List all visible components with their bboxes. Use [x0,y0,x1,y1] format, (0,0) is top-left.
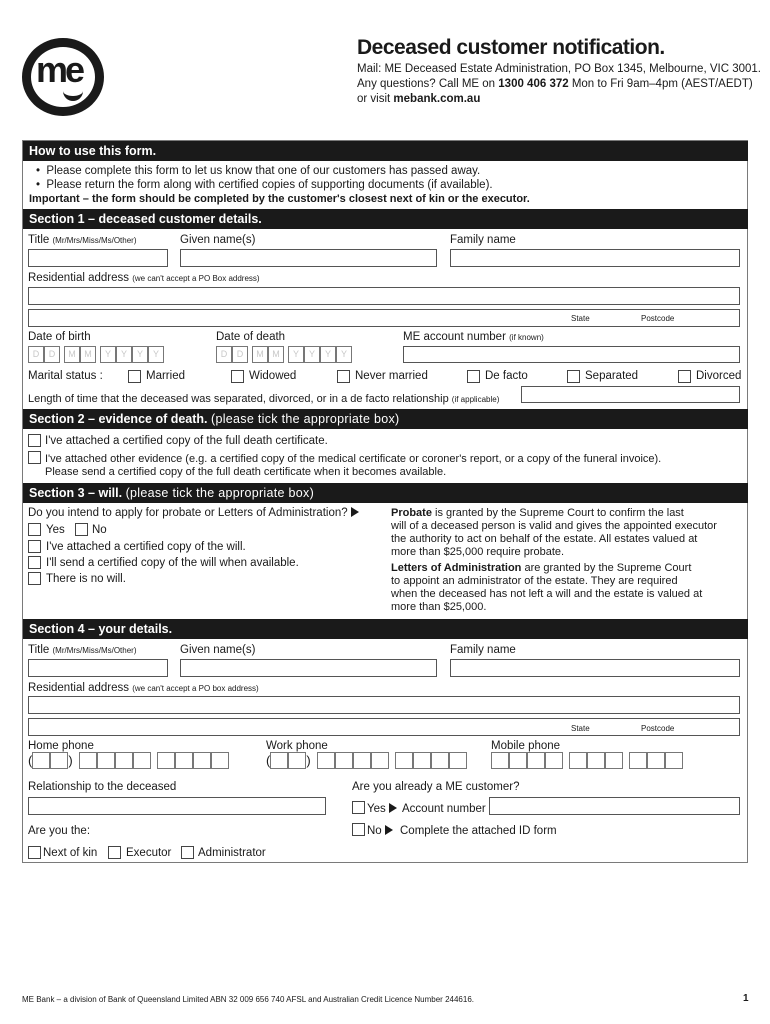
questions-suffix: Mon to Fri 9am–4pm (AEST/AEDT) [568,78,753,90]
s4-given-input[interactable] [180,659,437,677]
s1-title-label [28,234,137,246]
important-note: Important – the form should be completed by the customer's closest next of kin or the executor. [29,193,530,205]
s4-state-label: State [571,724,590,733]
widowed-checkbox[interactable] [231,370,244,383]
me-logo [22,38,104,116]
s4-address-label [28,682,259,694]
executor-checkbox[interactable] [108,846,121,859]
de-facto-checkbox[interactable] [467,370,480,383]
section2-subtitle: (please tick the appropriate box) [211,412,400,426]
s1-title-input[interactable] [28,249,168,267]
phone-cell[interactable] [32,752,50,769]
s1-address-text: Residential address [28,272,130,284]
phone-cell[interactable] [193,752,211,769]
phone-number: 1300 406 372 [498,78,569,90]
next-of-kin-checkbox[interactable] [28,846,41,859]
phone-cell[interactable] [157,752,175,769]
s4-title-hint: (Mr/Mrs/Miss/Ms/Other) [52,646,137,655]
relationship-label: Relationship to the deceased [28,781,177,793]
questions-line [357,77,753,92]
phone-cell[interactable] [97,752,115,769]
no-will-label: There is no will. [46,573,126,585]
s4-address-input-1[interactable] [28,696,740,714]
s4-title-text: Title [28,644,50,656]
s1-length-text: Length of time that the deceased was separated, divorced, or in a de facto relationship [28,393,449,405]
phone-cell[interactable] [569,752,587,769]
s3-question-text: Do you intend to apply for probate or Letters of Administration? [28,507,348,519]
s1-state-label: State [571,314,590,323]
dob-cell[interactable]: M [64,346,80,363]
bullet-text-1: Please complete this form to let us know that one of our customers has passed away. [46,165,481,177]
next-of-kin-label: Next of kin [43,847,98,859]
section2-title: Section 2 – evidence of death. [29,412,208,426]
s4-title-label [28,644,137,656]
visit-prefix: or visit [357,93,394,105]
id-form-label: Complete the attached ID form [400,825,557,837]
probate-info-2: will of a deceased person is valid and gives the appointed executor [391,520,717,532]
s1-length-label [28,393,499,405]
mobile-phone-label: Mobile phone [491,740,561,752]
customer-yes-label [367,803,397,815]
phone-cell[interactable] [175,752,193,769]
s1-account-label [403,331,544,343]
dob-cell[interactable]: D [44,346,60,363]
probate-text-1: is granted by the Supreme Court to confirm the last [431,507,684,519]
probate-info-1 [391,507,684,519]
s1-family-input[interactable] [450,249,740,267]
dod-cell[interactable]: M [268,346,284,363]
s1-dob-label: Date of birth [28,331,91,343]
phone-cell[interactable] [587,752,605,769]
phone-cell[interactable] [288,752,306,769]
paren-close-icon: ) [306,753,311,768]
customer-no-text: No [367,825,382,837]
phone-cell[interactable] [211,752,229,769]
s1-address-hint: (we can't accept a PO Box address) [132,274,260,283]
logo-text: me [36,49,83,90]
phone-cell[interactable] [545,752,563,769]
probate-term: Probate [391,507,432,519]
loa-text-1: are granted by the Supreme Court [521,562,692,574]
paren-open-icon: ( [28,753,33,768]
loa-info-1 [391,562,691,574]
work-phone-input[interactable] [266,752,467,769]
will-attached-checkbox[interactable] [28,540,41,553]
phone-cell[interactable] [79,752,97,769]
phone-cell[interactable] [50,752,68,769]
s3-question [28,507,359,519]
married-label: Married [146,370,185,382]
s1-dod-input[interactable] [216,346,352,363]
customer-question: Are you already a ME customer? [352,781,520,793]
dod-cell[interactable]: D [216,346,232,363]
s4-postcode-label: Postcode [641,724,675,733]
s4-title-input[interactable] [28,659,168,677]
visit-line [357,92,480,107]
s1-dob-input[interactable] [28,346,164,363]
section1-title: Section 1 – deceased customer details. [29,212,262,226]
phone-cell[interactable] [133,752,151,769]
administrator-checkbox[interactable] [181,846,194,859]
bullet-text-2: Please return the form along with certified copies of supporting documents (if available). [46,179,493,191]
phone-cell[interactable] [665,752,683,769]
section3-title: Section 3 – will. [29,486,123,500]
website-link[interactable]: mebank.com.au [393,93,481,105]
s1-family-label: Family name [450,234,516,246]
death-cert-checkbox[interactable] [28,434,41,447]
married-checkbox[interactable] [128,370,141,383]
administrator-label: Administrator [198,847,266,859]
phone-cell[interactable] [509,752,527,769]
loa-info-4: more than $25,000. [391,601,487,613]
probate-no-checkbox[interactable] [75,523,88,536]
s4-address-input-2[interactable] [28,718,740,736]
probate-info-4: more than $25,000 require probate. [391,546,565,558]
work-phone-label: Work phone [266,740,328,752]
footer-text: ME Bank – a division of Bank of Queensland Limited ABN 32 009 656 740 AFSL and Australian Credit Licence Number 244616. [22,995,474,1004]
relationship-input[interactable] [28,797,326,815]
account-number-input[interactable] [489,797,740,815]
s1-given-label: Given name(s) [180,234,256,246]
home-phone-input[interactable] [28,752,229,769]
s1-account-hint: (if known) [509,333,544,342]
phone-cell[interactable] [431,752,449,769]
probate-yes-label: Yes [46,524,65,536]
dod-cell[interactable]: Y [320,346,336,363]
phone-cell[interactable] [527,752,545,769]
account-number-label: Account number [402,803,486,815]
s1-postcode-label: Postcode [641,314,675,323]
page-number: 1 [743,993,749,1004]
phone-cell[interactable] [270,752,288,769]
s1-address-label [28,272,260,284]
dob-cell[interactable]: Y [100,346,116,363]
arrow-icon [385,825,393,835]
dob-cell[interactable]: M [80,346,96,363]
probate-no-label: No [92,524,107,536]
s1-address-input-2[interactable] [28,309,740,327]
phone-cell[interactable] [413,752,431,769]
phone-cell[interactable] [335,752,353,769]
phone-cell[interactable] [647,752,665,769]
dod-cell[interactable]: Y [304,346,320,363]
divorced-label: Divorced [696,370,742,382]
probate-info-3: the authority to act on behalf of the estate. All estates valued at [391,533,698,545]
how-to-bullet-2: • Please return the form along with certified copies of supporting documents (if available). [36,179,493,191]
s1-given-input[interactable] [180,249,437,267]
other-evidence-label: I've attached other evidence (e.g. a certified copy of the medical certificate or coroner's report, or a copy of the funeral invoice). [45,453,662,465]
page-title: Deceased customer notification. [357,36,665,59]
dob-cell[interactable]: Y [116,346,132,363]
paren-close-icon: ) [68,753,73,768]
how-to-title: How to use this form. [29,144,157,158]
section4-title: Section 4 – your details. [29,622,173,636]
s4-given-label: Given name(s) [180,644,256,656]
customer-no-label [367,825,393,837]
will-later-label: I'll send a certified copy of the will when available. [46,557,299,569]
section3-subtitle: (please tick the appropriate box) [125,486,315,500]
other-evidence-note: Please send a certified copy of the full death certificate when it becomes available. [45,466,447,478]
mobile-phone-input[interactable] [491,752,683,769]
s4-family-input[interactable] [450,659,740,677]
section1-header [23,209,748,229]
phone-cell[interactable] [605,752,623,769]
arrow-icon [351,507,359,517]
death-cert-label: I've attached a certified copy of the full death certificate. [45,435,328,447]
s1-account-input[interactable] [403,346,740,363]
de-facto-label: De facto [485,370,528,382]
never-married-checkbox[interactable] [337,370,350,383]
dob-cell[interactable]: Y [132,346,148,363]
s4-address-hint: (we can't accept a PO box address) [132,684,259,693]
phone-cell[interactable] [371,752,389,769]
phone-cell[interactable] [491,752,509,769]
s1-dod-label: Date of death [216,331,286,343]
loa-info-3: when the deceased has not left a will and the estate is valued at [391,588,703,600]
never-married-label: Never married [355,370,428,382]
dod-cell[interactable]: Y [336,346,352,363]
dod-cell[interactable]: M [252,346,268,363]
dob-cell[interactable]: D [28,346,44,363]
customer-yes-checkbox[interactable] [352,801,365,814]
paren-open-icon: ( [266,753,271,768]
customer-no-checkbox[interactable] [352,823,365,836]
s4-address-text: Residential address [28,682,130,694]
s1-title-hint: (Mr/Mrs/Miss/Ms/Other) [52,236,137,245]
phone-cell[interactable] [353,752,371,769]
customer-yes-text: Yes [367,803,386,815]
s1-marital-label: Marital status : [28,370,103,382]
loa-info-2: to appoint an administrator of the estate. They are required [391,575,678,587]
home-phone-label: Home phone [28,740,94,752]
phone-cell[interactable] [395,752,413,769]
how-to-bullet-1: • Please complete this form to let us know that one of our customers has passed away. [36,165,481,177]
phone-cell[interactable] [317,752,335,769]
section2-header [23,409,748,429]
logo-smile [63,91,83,101]
questions-prefix: Any questions? Call ME on [357,78,499,90]
will-attached-label: I've attached a certified copy of the will. [46,541,246,553]
will-later-checkbox[interactable] [28,556,41,569]
phone-cell[interactable] [115,752,133,769]
dod-cell[interactable]: Y [288,346,304,363]
no-will-checkbox[interactable] [28,572,41,585]
how-to-header [23,141,748,161]
phone-cell[interactable] [629,752,647,769]
dob-cell[interactable]: Y [148,346,164,363]
separated-checkbox[interactable] [567,370,580,383]
widowed-label: Widowed [249,370,297,382]
loa-term: Letters of Administration [391,562,522,574]
divorced-checkbox[interactable] [678,370,691,383]
s1-address-input-1[interactable] [28,287,740,305]
dod-cell[interactable]: D [232,346,248,363]
section4-header [23,619,748,639]
probate-yes-checkbox[interactable] [28,523,41,536]
are-you-label: Are you the: [28,825,91,837]
executor-label: Executor [126,847,172,859]
other-evidence-checkbox[interactable] [28,451,41,464]
arrow-icon [389,803,397,813]
phone-cell[interactable] [449,752,467,769]
s1-account-text: ME account number [403,331,506,343]
s4-family-label: Family name [450,644,516,656]
section3-header [23,483,748,503]
separated-label: Separated [585,370,639,382]
s1-title-text: Title [28,234,50,246]
s1-length-hint: (if applicable) [451,395,500,404]
mail-address: Mail: ME Deceased Estate Administration, PO Box 1345, Melbourne, VIC 3001. [357,63,761,75]
s1-length-input[interactable] [521,386,740,403]
